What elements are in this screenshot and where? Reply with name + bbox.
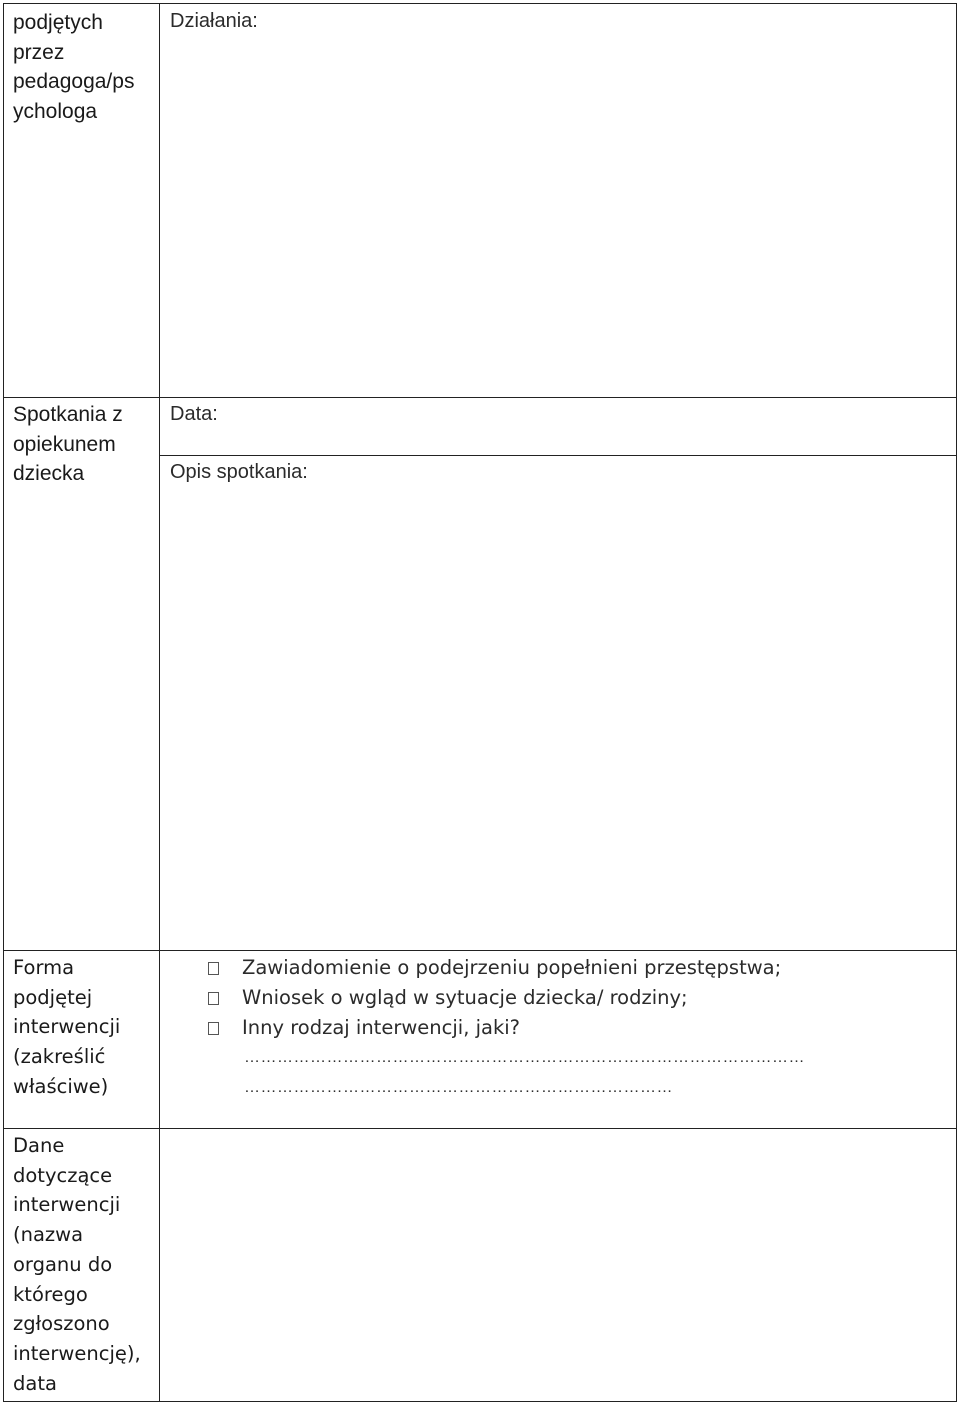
meeting-description-field[interactable] — [160, 456, 956, 950]
row2-left-label: Spotkania z opiekunem dziecka — [13, 403, 123, 486]
other-answer-line-2[interactable]: …………………………………………………………………… — [244, 1079, 673, 1096]
checkbox-icon[interactable] — [208, 992, 219, 1005]
date-label: Data: — [170, 403, 218, 425]
checkbox-icon[interactable] — [208, 962, 219, 975]
date-field[interactable] — [160, 398, 956, 455]
actions-label: Działania: — [170, 10, 258, 32]
other-answer-line-1[interactable]: ………………………………………………………………………………………… — [244, 1049, 805, 1066]
row-divider-2 — [4, 950, 956, 951]
row1-left-label: podjętych przez pedagoga/ps ychologa — [13, 11, 135, 124]
option-insight-request-label: Wniosek o wgląd w sytuacje dziecka/ rodziny; — [242, 986, 688, 1009]
option-other-label: Inny rodzaj interwencji, jaki? — [242, 1016, 521, 1039]
meeting-description-label: Opis spotkania: — [170, 461, 308, 483]
intervention-data-field[interactable] — [160, 1129, 956, 1401]
checkbox-icon[interactable] — [208, 1022, 219, 1035]
row4-left-label: Dane dotyczące interwencji (nazwa organu do którego zgłoszono interwencję), data — [13, 1134, 141, 1395]
form-table — [3, 3, 957, 1402]
actions-field[interactable] — [160, 4, 956, 397]
row3-left-label: Forma podjętej interwencji (zakreślić właściwe) — [13, 956, 121, 1098]
option-notification-label: Zawiadomienie o podejrzeniu popełnieni przestępstwa; — [242, 956, 782, 979]
